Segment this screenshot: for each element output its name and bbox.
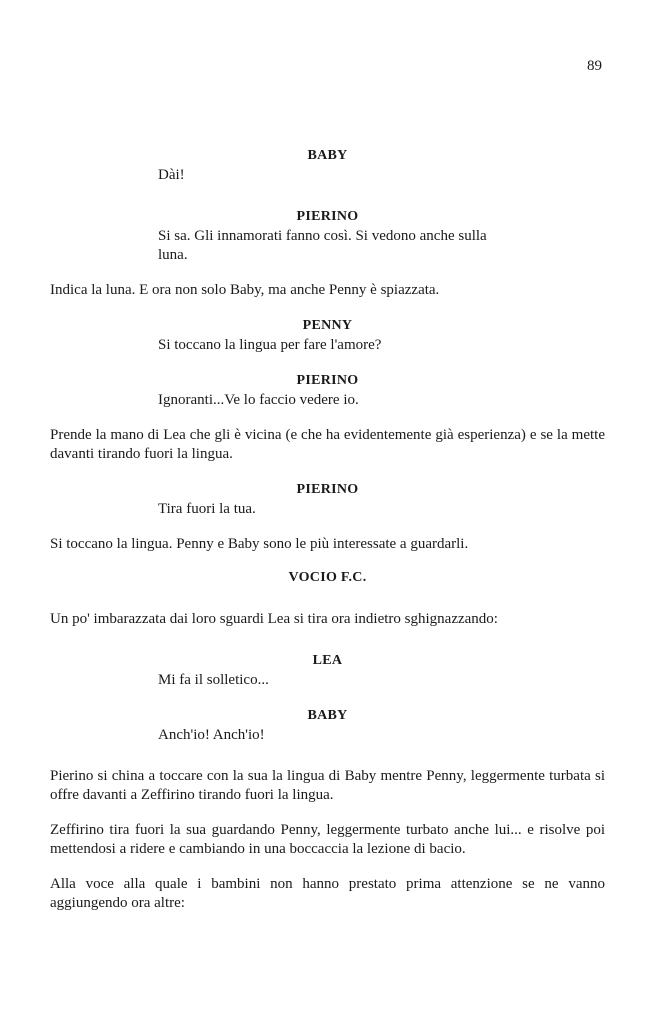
action-paragraph: Si toccano la lingua. Penny e Baby sono le più interessate a guardarli. bbox=[50, 536, 469, 552]
character-name: VOCIO F.C. bbox=[288, 570, 367, 585]
character-name: PIERINO bbox=[296, 373, 359, 388]
action-paragraph: Indica la luna. E ora non solo Baby, ma anche Penny è spiazzata. bbox=[50, 282, 440, 298]
character-name: LEA bbox=[312, 653, 343, 668]
action-paragraph: Prende la mano di Lea che gli è vicina (e che ha evidentemente già esperienza) e se la mette davanti tirando fuori la lingua. bbox=[50, 427, 605, 462]
character-name: BABY bbox=[307, 708, 348, 723]
screenplay-body bbox=[50, 146, 605, 913]
dialogue-line: Tira fuori la tua. bbox=[158, 501, 256, 517]
dialogue-line: Dài! bbox=[158, 167, 185, 183]
action-paragraph: Pierino si china a toccare con la sua la lingua di Baby mentre Penny, leggermente turbata si offre davanti a Zeffirino tirando fuori la lingua. bbox=[50, 768, 605, 803]
dialogue-line: Anch'io! Anch'io! bbox=[158, 727, 265, 743]
character-name: PENNY bbox=[302, 318, 353, 333]
dialogue-line: Mi fa il solletico... bbox=[158, 672, 269, 688]
action-paragraph: Alla voce alla quale i bambini non hanno prestato prima attenzione se ne vanno aggiungendo ora altre: bbox=[50, 876, 605, 911]
dialogue-line: Ignoranti...Ve lo faccio vedere io. bbox=[158, 392, 359, 408]
dialogue-line: Si toccano la lingua per fare l'amore? bbox=[158, 337, 382, 353]
action-paragraph: Un po' imbarazzata dai loro sguardi Lea si tira ora indietro sghignazzando: bbox=[50, 611, 498, 627]
action-paragraph: Zeffirino tira fuori la sua guardando Penny, leggermente turbato anche lui... e risolve poi mettendosi a ridere e cambiando in una boccaccia la lezione di bacio. bbox=[50, 822, 605, 857]
dialogue-line: Si sa. Gli innamorati fanno così. Si vedono anche sulla luna. bbox=[158, 228, 487, 263]
character-name: PIERINO bbox=[296, 482, 359, 497]
character-name: PIERINO bbox=[296, 209, 359, 224]
page-number: 89 bbox=[587, 58, 602, 74]
character-name: BABY bbox=[307, 148, 348, 163]
